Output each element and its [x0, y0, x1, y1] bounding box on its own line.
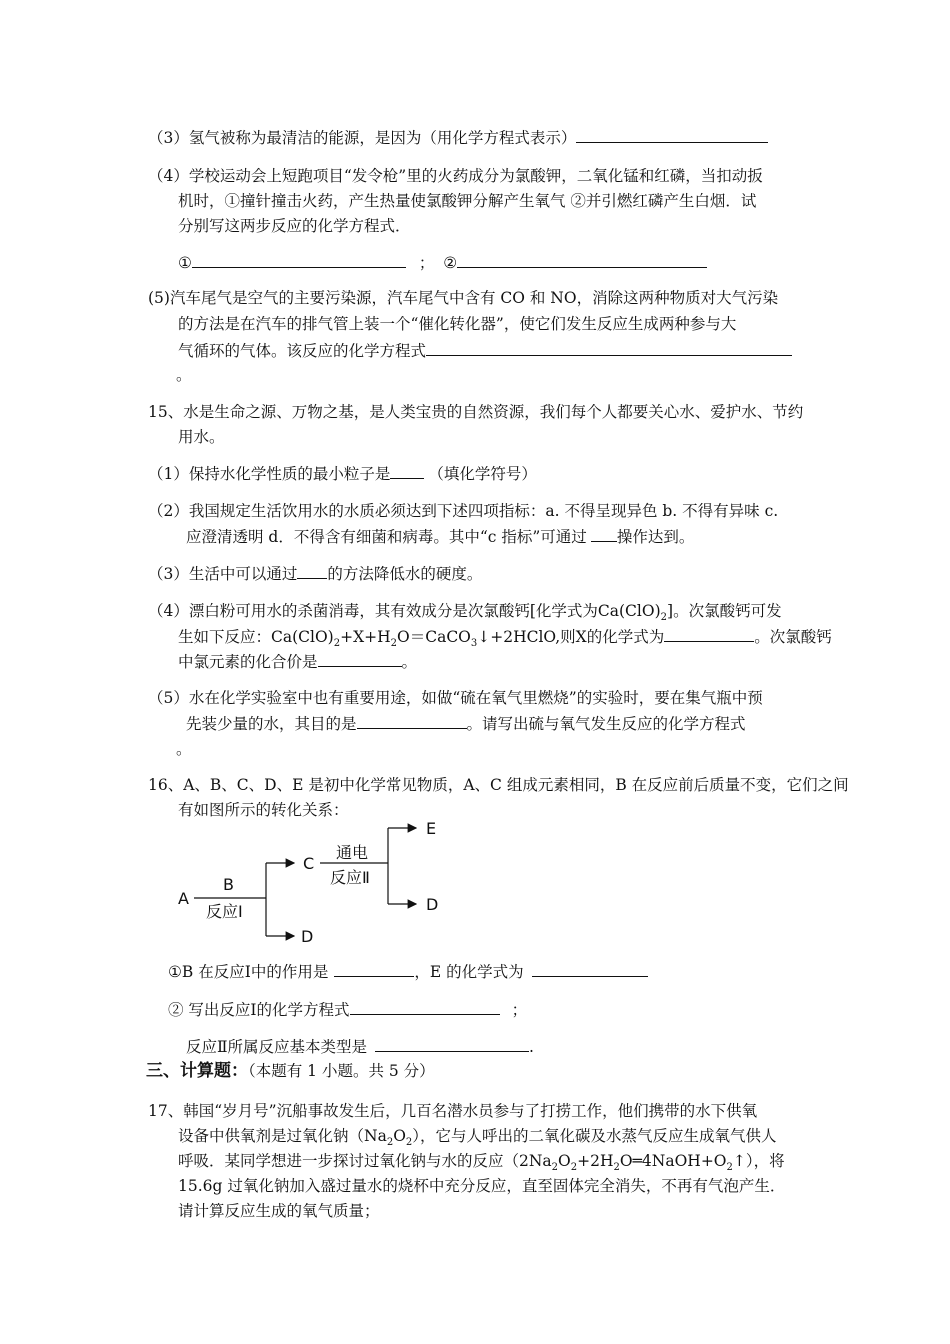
q15-part4-line2-tail: 。次氯酸钙: [754, 628, 832, 646]
text: 呼吸．某同学想进一步探讨过氧化钠与水的反应（2Na: [178, 1152, 552, 1170]
q16-sub2-tail: ；: [511, 1001, 528, 1019]
q16-sub2-text: ② 写出反应Ⅰ的化学方程式: [168, 1001, 350, 1019]
q15-part3: [148, 563, 482, 584]
text: O: [558, 1152, 571, 1170]
q15-part5-line2: [186, 713, 746, 734]
q14-part4-line2: 机时，①撞针撞击火药，产生热量使氯酸钾分解产生氧气 ②并引燃红磷产生白烟．试: [178, 192, 757, 210]
equation-part: +X+H: [340, 628, 391, 646]
q14-part3-text: （3）氢气被称为最清洁的能源，是因为（用化学方程式表示）: [148, 129, 577, 147]
q15-part3-text: （3）生活中可以通过: [148, 565, 298, 583]
subscript: 2: [390, 638, 398, 650]
q16-sub1-text: ①B 在反应Ⅰ中的作用是: [168, 963, 329, 981]
q15-part5-line1: （5）水在化学实验室中也有重要用途，如做“硫在氧气里燃烧”的实验时，要在集气瓶中预: [148, 689, 763, 707]
q15-part5-line3: 。: [176, 740, 192, 758]
q16-sub1-mid: ，E 的化学式为: [414, 963, 524, 981]
q15-part4-line3: [178, 651, 417, 672]
q16-sub3: [186, 1036, 534, 1057]
q15-part1-text: （1）保持水化学性质的最小粒子是: [148, 465, 391, 483]
answer-blank[interactable]: [576, 127, 768, 143]
subscript: 2: [726, 1162, 733, 1174]
circle-two: ②: [443, 254, 458, 272]
q14-part5-line3: [178, 340, 792, 361]
q15-part4-line1-tail: ]。次氯酸钙可发: [667, 602, 782, 620]
q15-part4-line3-text: 中氯元素的化合价是: [178, 653, 318, 671]
subscript: 2: [405, 1137, 413, 1149]
text: ），它与人呼出的二氧化碳及水蒸气反应生成氧气供人: [412, 1127, 777, 1145]
q17-line3: [178, 1151, 785, 1178]
q15-part4-line1-text: （4）漂白粉可用水的杀菌消毒，其有效成分是次氯酸钙[化学式为Ca(ClO): [148, 602, 661, 620]
q14-part5-line3-text: 气循环的气体。该反应的化学方程式: [178, 342, 427, 360]
section-title: 三、计算题：: [146, 1061, 248, 1081]
subscript: 2: [551, 1162, 559, 1174]
section3-heading: [146, 1061, 435, 1081]
equation-part: 生如下反应：Ca(ClO): [178, 628, 334, 646]
transformation-diagram: [170, 818, 460, 953]
q15-line2: 用水。: [178, 428, 225, 446]
subscript: 2: [386, 1137, 394, 1149]
equation-part: O＝CaCO: [397, 628, 471, 646]
q14-part5-line4: 。: [176, 366, 192, 384]
answer-blank[interactable]: [357, 713, 467, 729]
answer-blank[interactable]: [297, 563, 327, 579]
q14-part4-line1: （4）学校运动会上短跑项目“发令枪”里的火药成分为氯酸钾，二氧化锰和红磷，当扣动扳: [148, 167, 763, 185]
text: +2H: [577, 1152, 614, 1170]
answer-blank[interactable]: [192, 252, 406, 268]
answer-blank[interactable]: [375, 1036, 529, 1052]
label-b: B: [223, 875, 234, 894]
text: O: [393, 1127, 406, 1145]
q14-part4-answers: [178, 252, 707, 273]
answer-blank[interactable]: [318, 651, 402, 667]
subscript: 2: [333, 638, 341, 650]
q15-part4-line3-tail: 。: [401, 653, 418, 671]
answer-blank[interactable]: [664, 626, 754, 642]
q17-line1: 17、韩国“岁月号”沉船事故发生后，几百名潜水员参与了打捞工作，他们携带的水下供氧: [148, 1102, 758, 1120]
label-c: C: [303, 854, 315, 873]
q16-sub2: [168, 999, 527, 1020]
q14-part3: [148, 127, 768, 148]
q16-line2: 有如图所示的转化关系：: [178, 801, 349, 819]
answer-blank[interactable]: [591, 526, 617, 542]
q14-part5-line2: 的方法是在汽车的排气管上装一个“催化转化器”，使它们发生反应生成两种参与大: [178, 315, 737, 333]
answer-blank[interactable]: [532, 961, 648, 977]
q15-part4-line1: [148, 601, 782, 628]
q16-sub3-tail: .: [529, 1038, 534, 1056]
q15-line1: 15、水是生命之源、万物之基，是人类宝贵的自然资源，我们每个人都要关心水、爱护水、节约: [148, 403, 804, 421]
label-d-bottom: D: [301, 927, 314, 946]
section-note: （本题有 1 小题。共 5 分）: [248, 1062, 435, 1080]
q14-part5-line1: (5)汽车尾气是空气的主要污染源，汽车尾气中含有 CO 和 NO，消除这两种物质对大气污染: [148, 289, 779, 307]
label-condition-electrolysis: 通电: [336, 843, 369, 862]
answer-blank[interactable]: [426, 340, 792, 356]
text: 设备中供氧剂是过氧化钠（Na: [178, 1127, 387, 1145]
q15-part2-line2: [186, 526, 694, 547]
subscript: 2: [570, 1162, 578, 1174]
q15-part2-line2-text: 应澄清透明 d．不得含有细菌和病毒。其中“c 指标”可通过: [186, 528, 587, 546]
subscript: 3: [470, 638, 478, 650]
q17-line2: [178, 1126, 777, 1153]
answer-blank[interactable]: [390, 463, 424, 479]
subscript: 2: [613, 1162, 620, 1174]
q15-part2-line1: （2）我国规定生活饮用水的水质必须达到下述四项指标：a. 不得呈现异色 b. 不得有异味 c.: [148, 502, 779, 520]
text: ↑），将: [732, 1152, 785, 1170]
label-reaction-1: 反应Ⅰ: [206, 902, 243, 921]
label-e: E: [426, 819, 437, 838]
q15-part1: [148, 463, 537, 484]
q15-part2-line2-tail: 操作达到。: [616, 528, 695, 546]
q15-part1-tail: （填化学符号）: [428, 465, 537, 483]
q16-sub3-text: 反应Ⅱ所属反应基本类型是: [186, 1038, 368, 1056]
q15-part5-line2-tail: 。请写出硫与氧气发生反应的化学方程式: [466, 715, 746, 733]
separator: ；: [418, 254, 435, 272]
q14-part4-line3: 分别写这两步反应的化学方程式．: [178, 217, 411, 235]
q15-part4-line2: [178, 626, 832, 654]
subscript: 2: [660, 612, 668, 624]
answer-blank[interactable]: [350, 999, 500, 1015]
equation-part: ↓+2HClO,则X的化学式为: [477, 628, 665, 646]
answer-blank[interactable]: [334, 961, 414, 977]
q17-line4: 15.6g 过氧化钠加入盛过量水的烧杯中充分反应，直至固体完全消失，不再有气泡产生．: [178, 1177, 786, 1195]
label-reaction-2: 反应Ⅱ: [330, 868, 370, 887]
label-d-right: D: [426, 895, 439, 914]
label-a: A: [178, 889, 189, 908]
answer-blank[interactable]: [457, 252, 707, 268]
circle-one: ①: [178, 254, 192, 272]
q17-line5: 请计算反应生成的氧气质量；: [178, 1202, 380, 1220]
q15-part3-tail: 的方法降低水的硬度。: [327, 565, 483, 583]
q16-sub1: [168, 961, 648, 982]
q15-part5-line2-text: 先装少量的水，其目的是: [186, 715, 357, 733]
q16-line1: 16、A、B、C、D、E 是初中化学常见物质，A、C 组成元素相同，B 在反应前后质量不变，它们之间: [148, 776, 849, 794]
text: O═4NaOH+O: [619, 1152, 727, 1170]
